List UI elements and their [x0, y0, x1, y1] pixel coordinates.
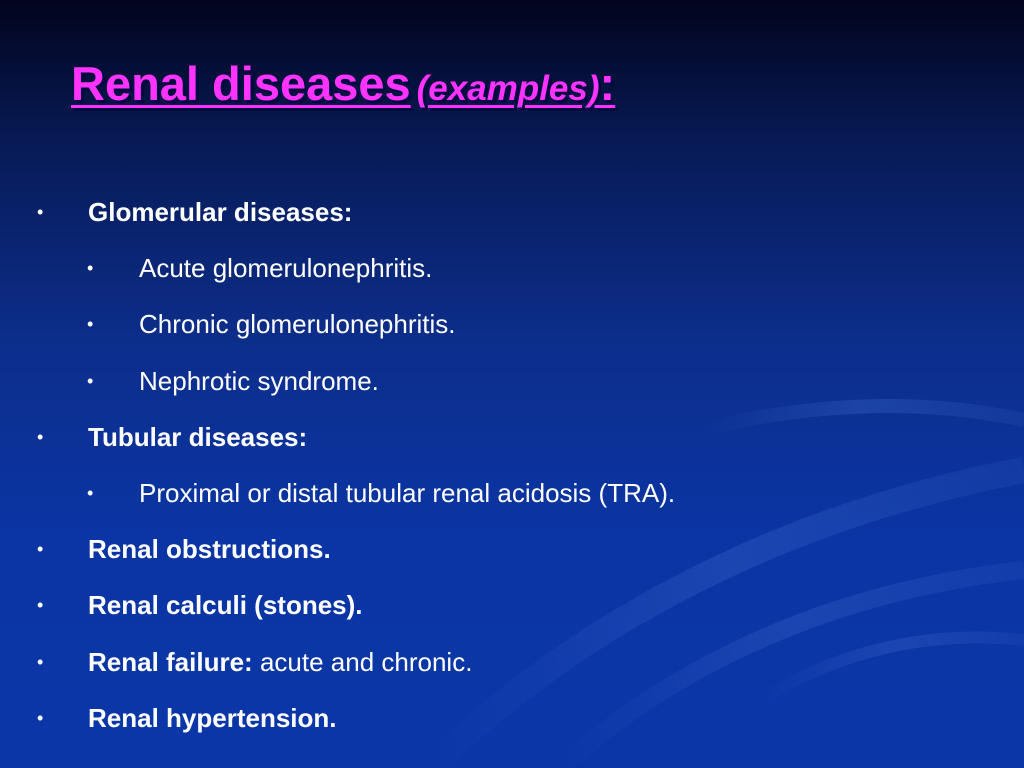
- list-item-text: [88, 590, 363, 620]
- list-item-heading: Glomerular diseases:: [88, 197, 353, 227]
- list-item-text: [88, 647, 472, 677]
- list-item-heading: Renal failure:: [88, 647, 253, 677]
- list-item-text: [139, 253, 432, 283]
- list-item-text: [88, 422, 307, 452]
- bullet-icon: •: [37, 652, 44, 672]
- title-suffix: (examples): [416, 69, 600, 108]
- bullet-icon: •: [37, 708, 44, 728]
- list-item-text: [139, 366, 379, 396]
- list-item-heading: Renal obstructions.: [88, 534, 331, 564]
- bullet-icon: •: [37, 539, 44, 559]
- slide-title: [71, 56, 615, 111]
- list-item-heading: Renal calculi (stones).: [88, 590, 363, 620]
- list-item-text: [88, 703, 337, 733]
- bullet-icon: •: [87, 371, 94, 391]
- title-colon: :: [599, 57, 616, 110]
- bullet-icon: •: [87, 258, 94, 278]
- bullet-icon: •: [87, 314, 94, 334]
- list-item-label: Proximal or distal tubular renal acidosis (TRA).: [139, 478, 676, 508]
- title-main: Renal diseases: [71, 57, 411, 110]
- bullet-icon: •: [37, 202, 44, 222]
- list-item-text: [139, 309, 455, 339]
- list-item-label: acute and chronic.: [252, 647, 473, 677]
- list-item-text: [88, 534, 331, 564]
- list-item-label: Chronic glomerulonephritis.: [139, 309, 456, 339]
- list-item-text: [139, 478, 675, 508]
- list-item-heading: Renal hypertension.: [88, 703, 337, 733]
- list-item-heading: Tubular diseases:: [88, 422, 308, 452]
- list-item-label: Acute glomerulonephritis.: [139, 253, 433, 283]
- bullet-icon: •: [87, 483, 94, 503]
- list-item-text: [88, 197, 352, 227]
- bullet-icon: •: [37, 595, 44, 615]
- list-item-label: Nephrotic syndrome.: [139, 366, 379, 396]
- bullet-icon: •: [37, 427, 44, 447]
